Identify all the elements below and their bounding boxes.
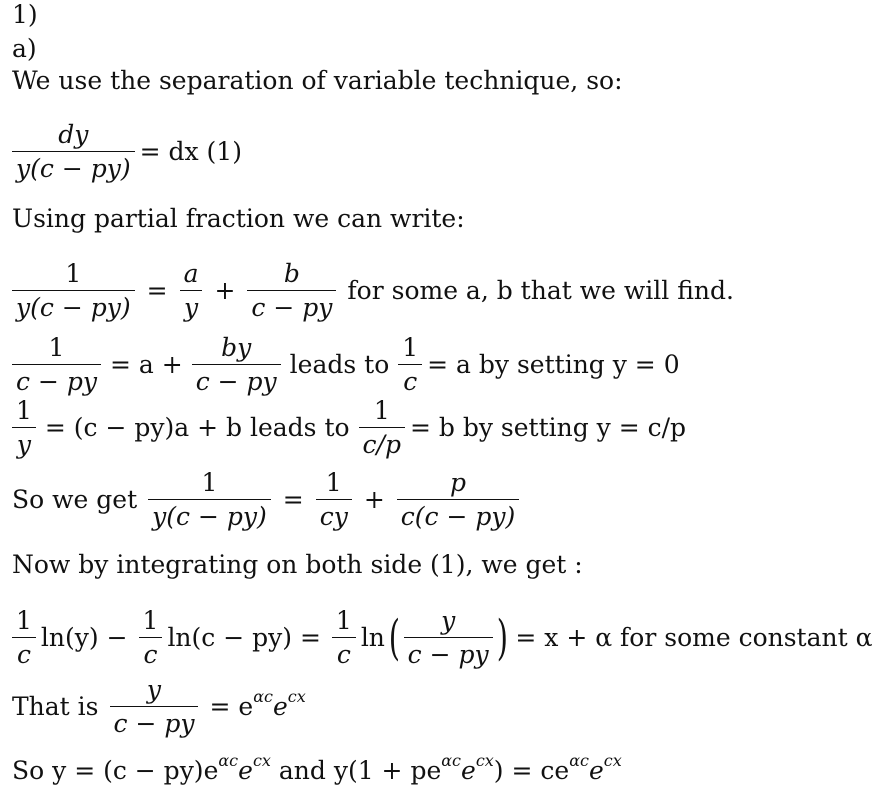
fraction: [12, 608, 36, 667]
fraction: [398, 335, 422, 394]
log-term: ln: [360, 623, 385, 652]
denominator: c − py: [16, 367, 97, 396]
equation-middle: = (c − py)a + b leads to: [44, 413, 350, 442]
exponent: αc: [253, 687, 273, 706]
equation-3: [12, 335, 680, 394]
denominator: y: [183, 293, 199, 322]
expression-part: and y(1 + pe: [270, 756, 442, 785]
denominator: c − py: [251, 293, 333, 322]
equation-tail: = x + α for some constant α: [515, 623, 872, 652]
numerator: 1: [65, 259, 82, 288]
equation-7: [12, 677, 306, 736]
equals-sign: =: [146, 276, 168, 305]
exponent: cx: [252, 751, 271, 770]
integration-intro: Now by integrating on both side (1), we get :: [12, 550, 583, 579]
denominator: y(c − py): [152, 502, 267, 531]
expression-part: e: [238, 756, 253, 785]
denominator: c: [336, 640, 351, 669]
log-term: ln(y) −: [40, 623, 128, 652]
numerator: 1: [335, 606, 352, 635]
fraction: [332, 608, 356, 667]
numerator: 1: [402, 333, 419, 362]
expression-part: e: [588, 756, 604, 785]
denominator: c: [403, 367, 418, 396]
plus-sign: +: [214, 276, 236, 305]
denominator: y(c − py): [16, 154, 131, 183]
equation-5: [12, 470, 524, 529]
numerator: 1: [142, 606, 159, 635]
question-number: 1): [12, 0, 38, 29]
fraction: [397, 470, 519, 529]
equation-8: [12, 751, 622, 785]
equation-6: [12, 608, 872, 667]
fraction: [359, 398, 405, 457]
equation-1: [12, 122, 242, 181]
equation-4: [12, 398, 686, 457]
expression-part: So y = (c − py)e: [12, 756, 219, 785]
equation-tail: = a by setting y = 0: [427, 350, 680, 379]
part-label: a): [12, 34, 37, 63]
denominator: c: [16, 640, 31, 669]
numerator: 1: [48, 333, 65, 362]
numerator: 1: [325, 468, 342, 497]
equation-rhs: = dx (1): [139, 137, 242, 166]
numerator: 1: [373, 396, 390, 425]
equation-2: [12, 261, 734, 320]
exponent: cx: [475, 751, 494, 770]
equation-tail: for some a, b that we will find.: [347, 276, 734, 305]
denominator: c/p: [362, 430, 401, 459]
denominator: c − py: [407, 640, 489, 669]
expression-part: ) = ce: [493, 756, 570, 785]
numerator: 1: [16, 396, 32, 425]
fraction: [139, 608, 163, 667]
numerator: y: [441, 606, 456, 635]
plus-sign: +: [363, 485, 385, 514]
exponent: αc: [218, 751, 239, 770]
fraction: [180, 261, 203, 320]
fraction: [148, 470, 271, 529]
right-paren: ): [496, 609, 508, 666]
equation-tail: = b by setting y = c/p: [409, 413, 687, 442]
numerator: y: [146, 675, 162, 704]
exponent: cx: [603, 751, 622, 770]
equation-lead: So we get: [12, 485, 138, 514]
leads-to-text: leads to: [289, 350, 390, 379]
denominator: cy: [319, 502, 348, 531]
equation-middle: = a +: [109, 350, 183, 379]
exponent: cx: [287, 687, 306, 706]
expression-part: e: [461, 756, 476, 785]
numerator: b: [283, 259, 300, 288]
log-term: ln(c − py) =: [167, 623, 321, 652]
fraction: [12, 335, 101, 394]
denominator: y(c − py): [16, 293, 131, 322]
exponent: αc: [569, 751, 589, 770]
fraction: [110, 677, 199, 736]
intro-text: We use the separation of variable technique, so:: [12, 66, 623, 95]
denominator: c(c − py): [400, 502, 516, 531]
denominator: c: [143, 640, 158, 669]
exponential: = e: [209, 692, 254, 721]
fraction: [12, 398, 36, 457]
numerator: 1: [201, 468, 218, 497]
equals-sign: =: [282, 485, 304, 514]
denominator: c − py: [195, 367, 277, 396]
fraction: [404, 608, 493, 667]
equation-lead: That is: [12, 692, 99, 721]
fraction: [192, 335, 281, 394]
exponential: e: [272, 692, 288, 721]
fraction: [316, 470, 352, 529]
fraction: [247, 261, 336, 320]
left-paren: (: [388, 609, 400, 666]
numerator: dy: [58, 120, 89, 149]
numerator: p: [450, 468, 467, 497]
exponent: αc: [441, 751, 462, 770]
denominator: y: [16, 430, 32, 459]
numerator: a: [183, 259, 199, 288]
numerator: by: [221, 333, 252, 362]
denominator: c − py: [113, 709, 195, 738]
partial-fraction-intro: Using partial fraction we can write:: [12, 204, 465, 233]
fraction: [12, 261, 135, 320]
numerator: 1: [16, 606, 32, 635]
fraction: [12, 122, 135, 181]
